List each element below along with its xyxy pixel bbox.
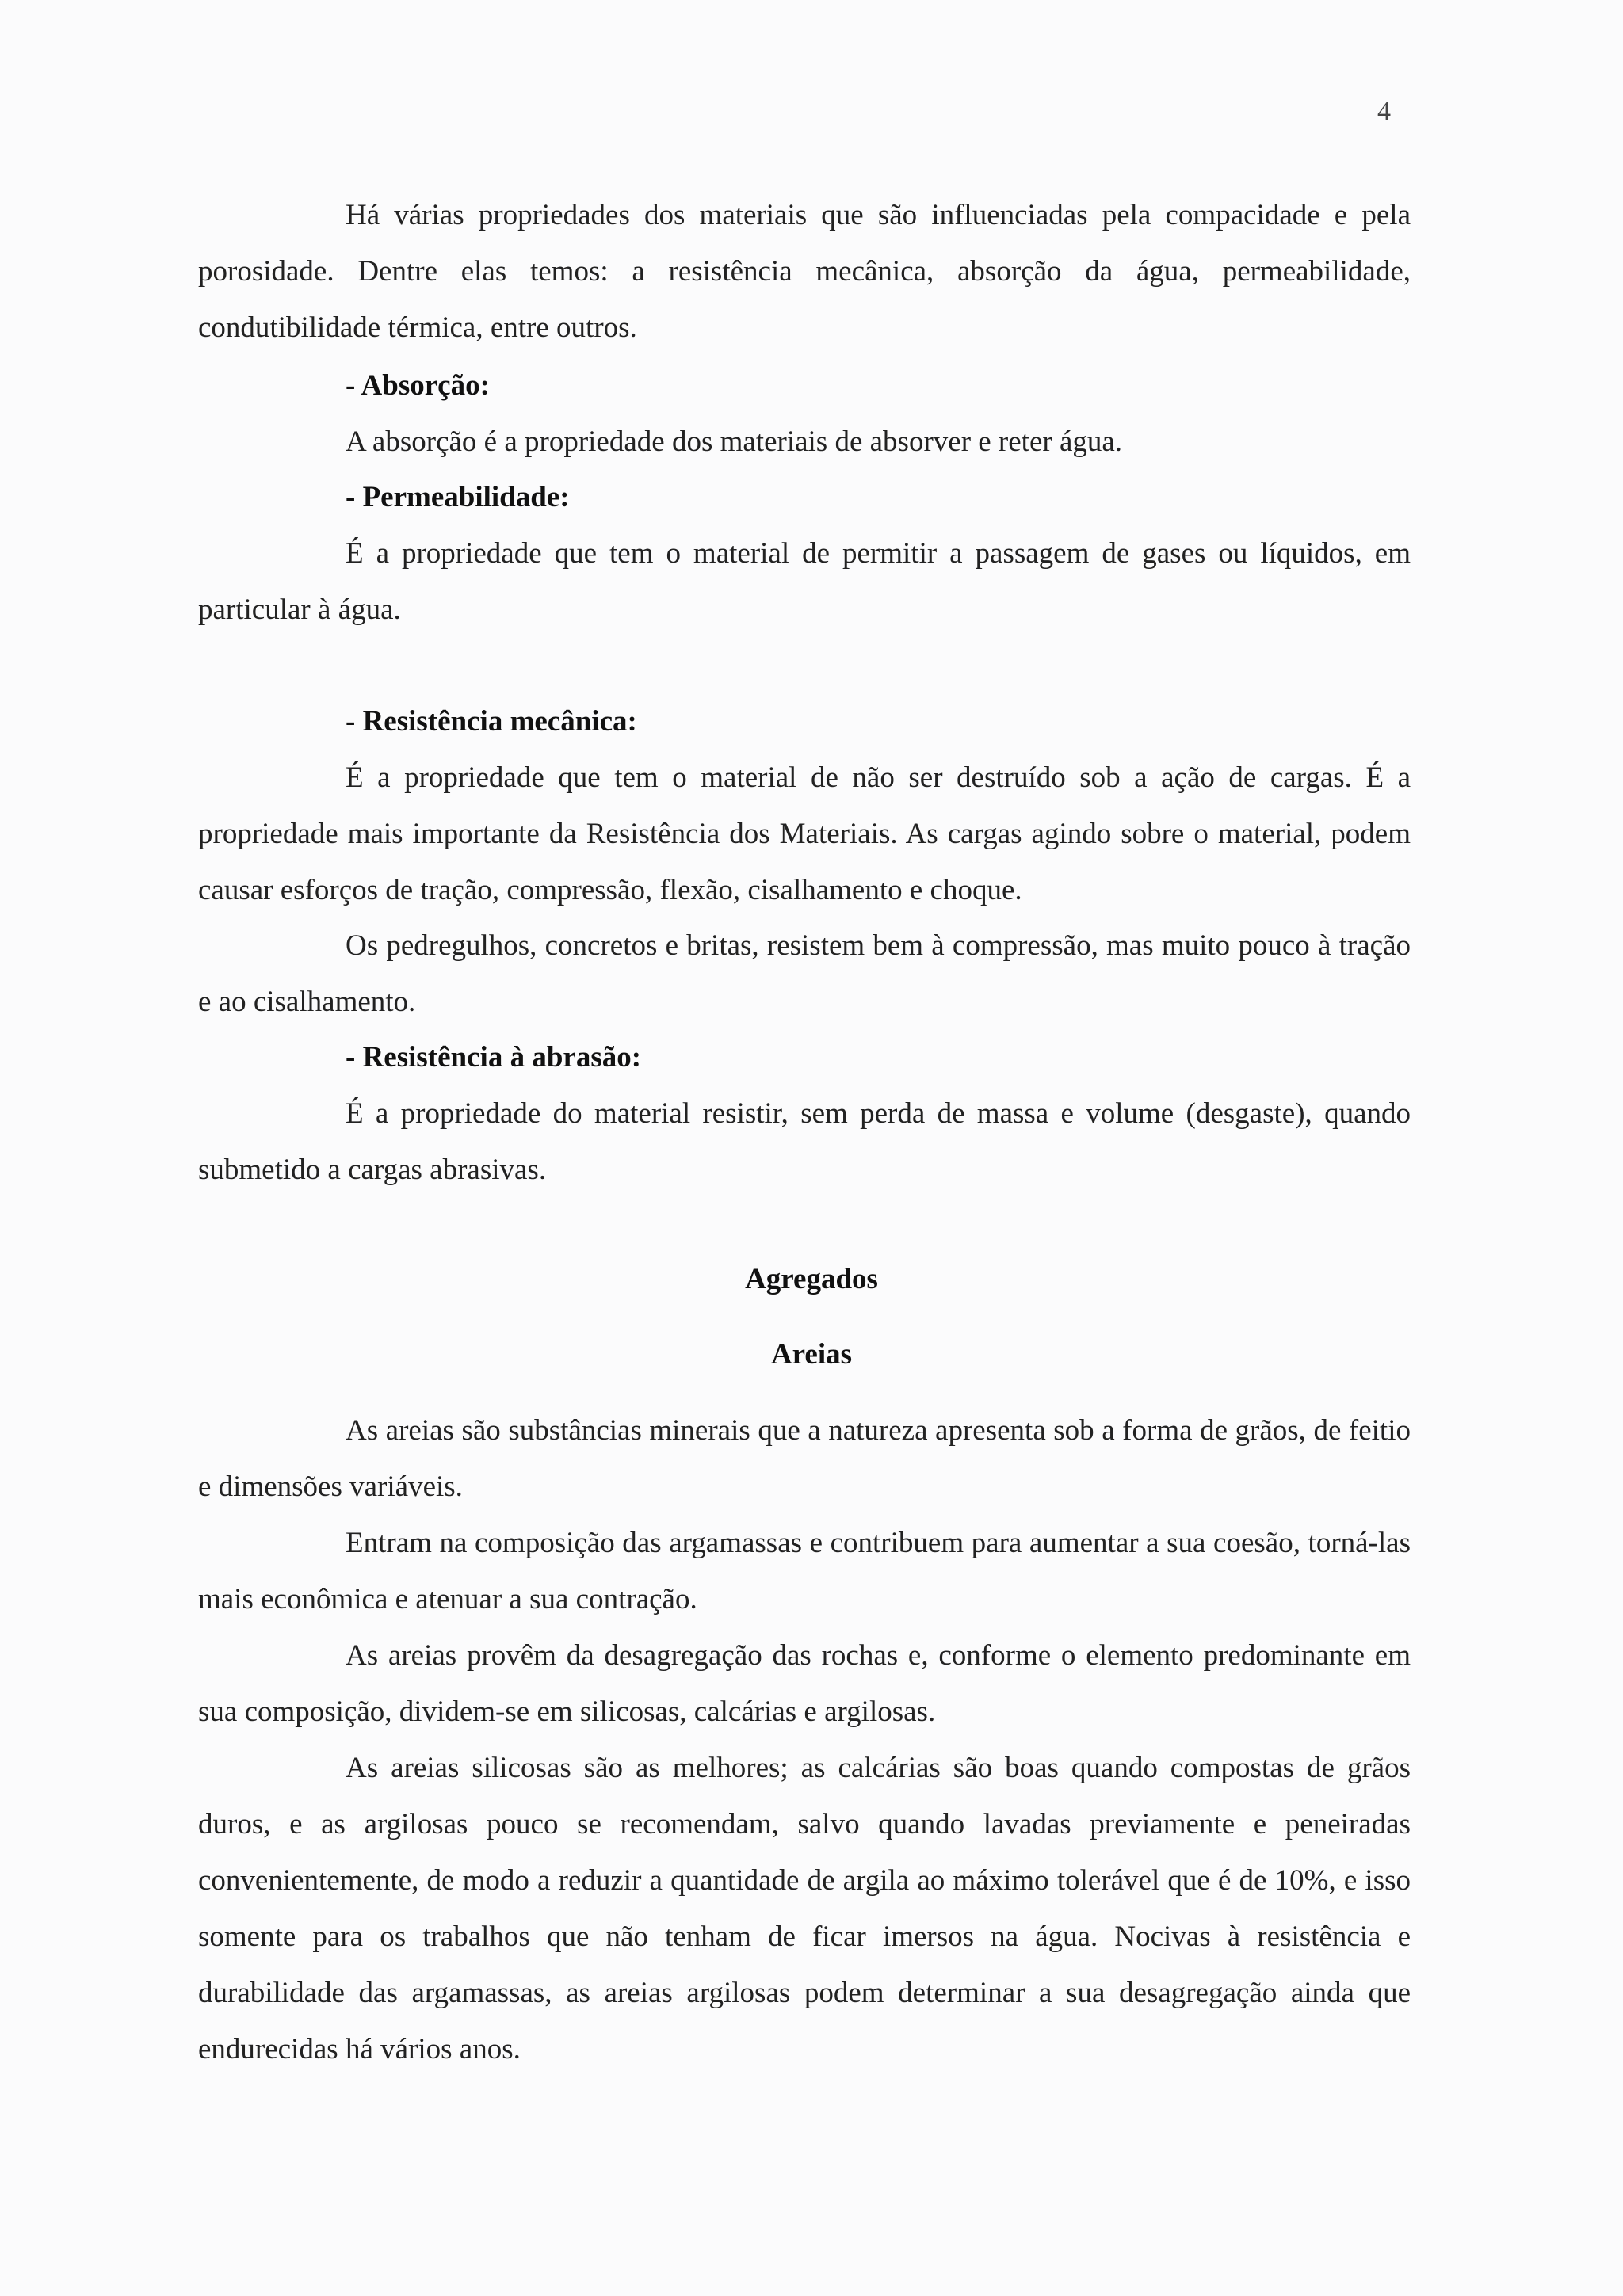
heading-resistencia-abrasao: - Resistência à abrasão: xyxy=(346,1041,642,1074)
resistencia-abrasao-paragraph: É a propriedade do material resistir, sem perda de massa e volume (desgaste), quando submetido a cargas abrasivas. xyxy=(198,1097,1411,1186)
section-title-areias: Areias xyxy=(770,1338,853,1371)
areias-paragraph-2: Entram na composição das argamassas e contribuem para aumentar a sua coesão, torná-las mais econômica e atenuar a sua contração. xyxy=(198,1527,1411,1615)
resistencia-mecanica-paragraph-2: Os pedregulhos, concretos e britas, resistem bem à compressão, mas muito pouco à tração e ao cisalhamento. xyxy=(198,929,1411,1018)
absorcao-paragraph: A absorção é a propriedade dos materiais de absorver e reter água. xyxy=(346,425,1123,458)
areias-paragraph-1: As areias são substâncias minerais que a natureza apresenta sob a forma de grãos, de feitio e dimensões variáveis. xyxy=(198,1414,1411,1503)
page-number: 4 xyxy=(1377,97,1391,126)
heading-permeabilidade: - Permeabilidade: xyxy=(346,481,570,513)
permeabilidade-paragraph: É a propriedade que tem o material de permitir a passagem de gases ou líquidos, em particular à água. xyxy=(198,537,1411,626)
heading-absorcao: - Absorção: xyxy=(346,369,490,402)
heading-resistencia-mecanica: - Resistência mecânica: xyxy=(346,705,637,738)
resistencia-mecanica-paragraph-1: É a propriedade que tem o material de não ser destruído sob a ação de cargas. É a propriedade mais importante da Resistência dos Materiais. As cargas agindo sobre o material, podem causar esforços de tração, compressão, flexão, cisalhamento e choque. xyxy=(198,761,1411,906)
section-title-agregados: Agregados xyxy=(745,1263,878,1295)
areias-paragraph-3: As areias provêm da desagregação das rochas e, conforme o elemento predominante em sua composição, dividem-se em silicosas, calcárias e argilosas. xyxy=(198,1639,1411,1728)
intro-paragraph: Há várias propriedades dos materiais que são influenciadas pela compacidade e pela porosidade. Dentre elas temos: a resistência mecânica, absorção da água, permeabilidade, condutibilidade térmica, entre outros. xyxy=(198,199,1411,344)
areias-paragraph-4: As areias silicosas são as melhores; as calcárias são boas quando compostas de grãos duros, e as argilosas pouco se recomendam, salvo quando lavadas previamente e peneiradas convenientemente, de modo a reduzir a quantidade de argila ao máximo tolerável que é de 10%, e isso somente para os trabalhos que não tenham de ficar imersos na água. Nocivas à resistência e durabilidade das argamassas, as areias argilosas podem determinar a sua desagregação ainda que endurecidas há vários anos. xyxy=(198,1752,1411,2065)
